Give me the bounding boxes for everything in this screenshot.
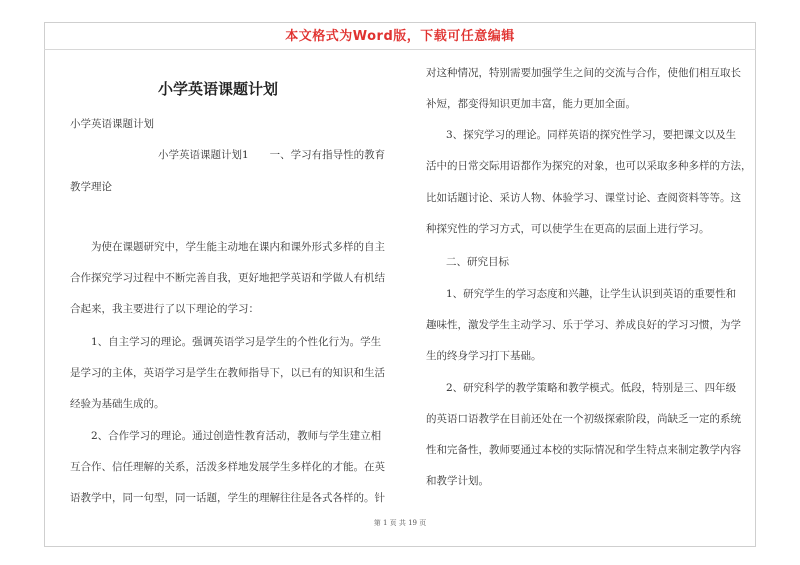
- paragraph-line: 合作探究学习过程中不断完善自我，更好地把学英语和学做人有机结: [70, 272, 385, 284]
- paragraph-line: 比如话题讨论、采访人物、体验学习、课堂讨论、查阅资料等等。这: [426, 192, 741, 204]
- paragraph-line: 趣味性，激发学生主动学习、乐于学习、养成良好的学习习惯，为学: [426, 319, 741, 331]
- paragraph-line: 互合作、信任理解的关系，活泼多样地发展学生多样化的才能。在英: [70, 461, 385, 473]
- paragraph-line: 语教学中，同一句型，同一话题，学生的理解往往是各式各样的。针: [70, 492, 385, 504]
- section-heading: 二、研究目标: [446, 256, 509, 268]
- paragraph-line: 补短，都变得知识更加丰富，能力更加全面。: [426, 98, 636, 110]
- paragraph-line: 合起来，我主要进行了以下理论的学习：: [70, 303, 259, 315]
- paragraph-line: 小学英语课题计划1 一、学习有指导性的教育: [158, 149, 386, 161]
- banner-divider: [44, 49, 756, 50]
- paragraph-line: 教学理论: [70, 181, 112, 193]
- paragraph-line: 性和完备性，教师要通过本校的实际情况和学生特点来制定教学内容: [426, 444, 741, 456]
- paragraph-line: 1、自主学习的理论。强调英语学习是学生的个性化行为。学生: [91, 336, 382, 348]
- paragraph-line: 为使在课题研究中，学生能主动地在课内和课外形式多样的自主: [91, 241, 385, 253]
- paragraph-line: 2、研究科学的教学策略和教学模式。低段，特别是三、四年级: [446, 382, 737, 394]
- paragraph-line: 种探究性的学习方式，可以使学生在更高的层面上进行学习。: [426, 223, 710, 235]
- paragraph-line: 活中的日常交际用语都作为探究的对象，也可以采取多种多样的方法，: [426, 160, 752, 172]
- paragraph-line: 2、合作学习的理论。通过创造性教育活动，教师与学生建立相: [91, 430, 382, 442]
- page-number-footer: 第 1 页 共 19 页: [373, 519, 427, 527]
- paragraph-line: 小学英语课题计划: [70, 118, 154, 130]
- paragraph-line: 是学习的主体，英语学习是学生在教师指导下，以已有的知识和生活: [70, 367, 385, 379]
- paragraph-line: 生的终身学习打下基础。: [426, 350, 542, 362]
- paragraph-line: 和教学计划。: [426, 475, 489, 487]
- word-format-banner: 本文格式为Word版，下载可任意编辑: [285, 29, 515, 44]
- paragraph-line: 对这种情况，特别需要加强学生之间的交流与合作，使他们相互取长: [426, 67, 741, 79]
- paragraph-line: 3、探究学习的理论。同样英语的探究性学习，要把课文以及生: [446, 129, 737, 141]
- document-title: 小学英语课题计划: [158, 80, 279, 98]
- paragraph-line: 1、研究学生的学习态度和兴趣，让学生认识到英语的重要性和: [446, 288, 737, 300]
- paragraph-line: 的英语口语教学在目前还处在一个初级探索阶段，尚缺乏一定的系统: [426, 413, 741, 425]
- paragraph-line: 经验为基础生成的。: [70, 398, 165, 410]
